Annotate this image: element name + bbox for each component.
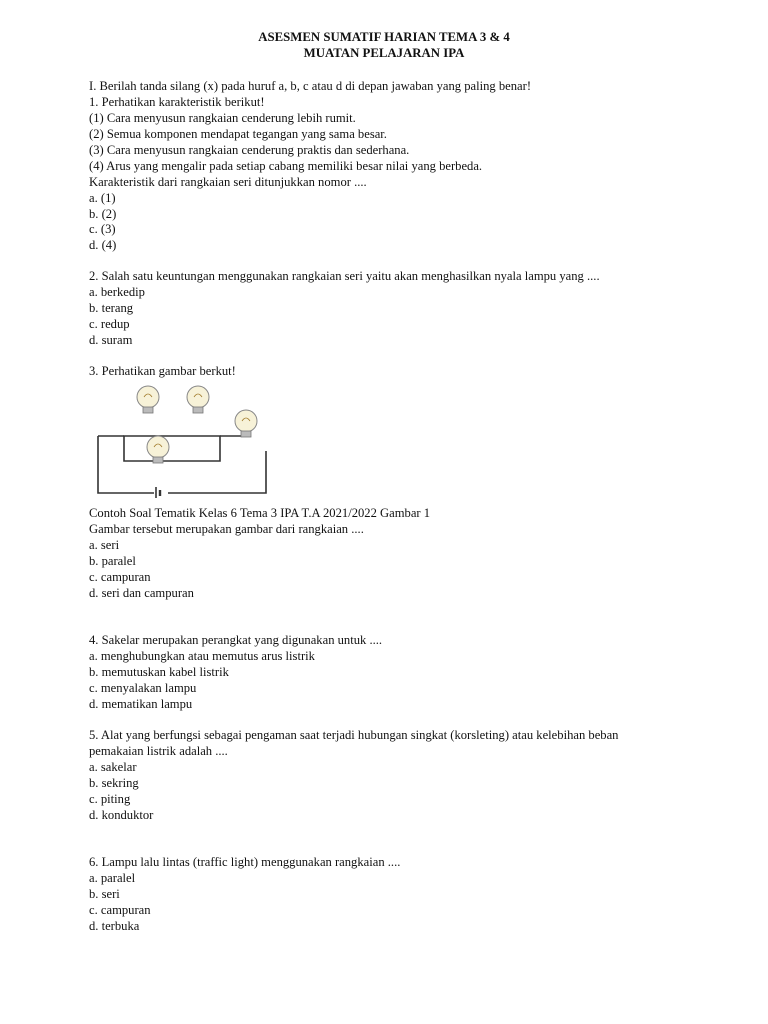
page-title-line1: ASESMEN SUMATIF HARIAN TEMA 3 & 4 [258, 30, 510, 44]
circuit-diagram [96, 381, 276, 498]
q4-option-a: a. menghubungkan atau memutus arus listrik [89, 649, 315, 663]
q3-question: Gambar tersebut merupakan gambar dari rangkaian .... [89, 522, 364, 536]
q1-question: Karakteristik dari rangkaian seri ditunjukkan nomor .... [89, 175, 367, 189]
figure-caption: Contoh Soal Tematik Kelas 6 Tema 3 IPA T.A 2021/2022 Gambar 1 [89, 506, 431, 520]
q5-stem-line2: pemakaian listrik adalah .... [89, 744, 228, 758]
q6-option-d: d. terbuka [89, 919, 140, 933]
battery-symbol [156, 487, 160, 498]
bulb-right-icon [235, 410, 257, 437]
q1-stem: 1. Perhatikan karakteristik berikut! [89, 95, 265, 109]
q4-option-b: b. memutuskan kabel listrik [89, 665, 229, 679]
q1-option-d: d. (4) [89, 238, 117, 252]
q1-option-b: b. (2) [89, 207, 117, 221]
q5-option-b: b. sekring [89, 776, 139, 790]
q1-item-2: (2) Semua komponen mendapat tegangan yang sama besar. [89, 127, 387, 141]
q6-stem: 6. Lampu lalu lintas (traffic light) menggunakan rangkaian .... [89, 855, 401, 869]
q1-option-c: c. (3) [89, 222, 116, 236]
parallel-branch-wire [124, 436, 220, 461]
q3-option-c: c. campuran [89, 570, 151, 584]
q3-option-b: b. paralel [89, 554, 136, 568]
q6-option-a: a. paralel [89, 871, 136, 885]
q2-option-d: d. suram [89, 333, 133, 347]
q3-option-d: d. seri dan campuran [89, 586, 194, 600]
q4-stem: 4. Sakelar merupakan perangkat yang digunakan untuk .... [89, 633, 383, 647]
q5-option-a: a. sakelar [89, 760, 137, 774]
q2-option-b: b. terang [89, 301, 134, 315]
q3-option-a: a. seri [89, 538, 120, 552]
q5-option-d: d. konduktor [89, 808, 154, 822]
q6-option-c: c. campuran [89, 903, 151, 917]
q2-option-c: c. redup [89, 317, 130, 331]
q1-item-4: (4) Arus yang mengalir pada setiap cabang memiliki besar nilai yang berbeda. [89, 159, 483, 173]
wire-left-bottom [98, 436, 154, 493]
q1-item-1: (1) Cara menyusun rangkaian cenderung lebih rumit. [89, 111, 356, 125]
wire-right [168, 451, 266, 493]
bulb-top-right-icon [187, 386, 209, 413]
q4-option-c: c. menyalakan lampu [89, 681, 197, 695]
q4-option-d: d. mematikan lampu [89, 697, 193, 711]
instruction: I. Berilah tanda silang (x) pada huruf a, b, c atau d di depan jawaban yang paling benar! [89, 79, 532, 93]
q1-item-3: (3) Cara menyusun rangkaian cenderung praktis dan sederhana. [89, 143, 410, 157]
q2-stem: 2. Salah satu keuntungan menggunakan rangkaian seri yaitu akan menghasilkan nyala lampu yang .... [89, 269, 600, 283]
bulb-center-icon [147, 436, 169, 463]
bulb-top-left-icon [137, 386, 159, 413]
q2-option-a: a. berkedip [89, 285, 145, 299]
q6-option-b: b. seri [89, 887, 120, 901]
q1-option-a: a. (1) [89, 191, 116, 205]
page-title-line2: MUATAN PELAJARAN IPA [303, 46, 465, 60]
q5-stem-line1: 5. Alat yang berfungsi sebagai pengaman saat terjadi hubungan singkat (korsleting) atau kelebihan beban [89, 728, 619, 742]
q3-stem: 3. Perhatikan gambar berkut! [89, 364, 236, 378]
q5-option-c: c. piting [89, 792, 131, 806]
